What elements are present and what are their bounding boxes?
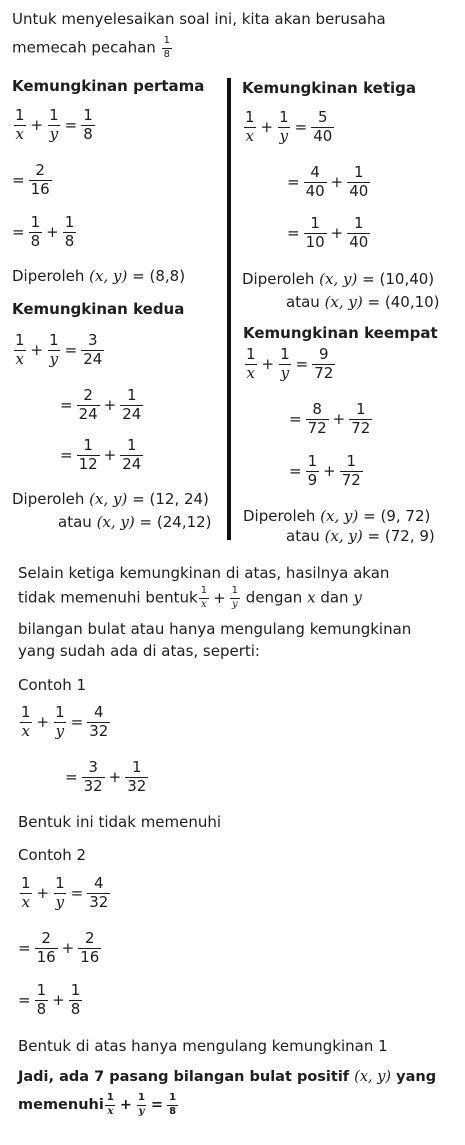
case4-eq-1: = $\frac{8}{72}$ + $\frac{1}{72}$ [289, 400, 371, 437]
ex1-title: Contoh 1 [18, 676, 87, 694]
case4-result-2: atau (x, y) = (72, 9) [286, 527, 435, 545]
case4-result-1: Diperoleh (x, y) = (9, 72) [243, 507, 431, 525]
case1-title: Kemungkinan pertama [12, 77, 205, 95]
para-line-2: tidak memenuhi bentuk $\frac{1}{x}$ + $\frac{1}{y}$ dengan x dan y [18, 585, 362, 610]
intro-text: memecah pecahan [12, 38, 156, 57]
para-line-3: bilangan bulat atau hanya mengulang kemungkinan [18, 620, 412, 638]
case2-eq-0: $\frac{1}{x}$ + $\frac{1}{y}$ = $\frac{3}{24}$ [15, 331, 103, 368]
case3-title: Kemungkinan ketiga [242, 79, 416, 97]
case3-eq-2: = $\frac{1}{10}$ + $\frac{1}{40}$ [287, 214, 369, 251]
conclusion-line-2: memenuhi $\frac{1}{x}$ + $\frac{1}{y}$ = $\frac{1}{8}$ [18, 1092, 177, 1117]
case1-eq-1: = $\frac{2}{16}$ [12, 161, 50, 198]
case4-title: Kemungkinan keempat [243, 324, 438, 342]
intro-line-2: memecah pecahan $\frac{1}{8}$ [12, 35, 170, 60]
intro-line-1: Untuk menyelesaikan soal ini, kita akan berusaha [12, 10, 386, 28]
para-line-4: yang sudah ada di atas, seperti: [18, 642, 260, 660]
column-divider [227, 78, 231, 540]
case3-result-1: Diperoleh (x, y) = (10,40) [242, 270, 435, 288]
ex1-eq-1: = $\frac{3}{32}$ + $\frac{1}{32}$ [65, 758, 147, 795]
ex1-eq-0: $\frac{1}{x}$ + $\frac{1}{y}$ = $\frac{4}{32}$ [21, 703, 109, 740]
case3-eq-0: $\frac{1}{x}$ + $\frac{1}{y}$ = $\frac{5}{40}$ [245, 108, 333, 145]
case4-eq-2: = $\frac{1}{9}$ + $\frac{1}{72}$ [289, 452, 361, 489]
case3-result-2: atau (x, y) = (40,10) [286, 293, 440, 311]
ex1-note: Bentuk ini tidak memenuhi [18, 813, 222, 831]
ex2-title: Contoh 2 [18, 846, 87, 864]
case4-eq-0: $\frac{1}{x}$ + $\frac{1}{y}$ = $\frac{9}{72}$ [246, 345, 334, 382]
conclusion-line-1: Jadi, ada 7 pasang bilangan bulat positif (x, y) yang [18, 1069, 437, 1085]
case2-title: Kemungkinan kedua [12, 300, 185, 318]
ex2-eq-2: = $\frac{1}{8}$ + $\frac{1}{8}$ [18, 981, 81, 1018]
case3-eq-1: = $\frac{4}{40}$ + $\frac{1}{40}$ [287, 163, 369, 200]
case2-result-2: atau (x, y) = (24,12) [58, 513, 212, 531]
case2-eq-2: = $\frac{1}{12}$ + $\frac{1}{24}$ [60, 436, 142, 473]
para-line-1: Selain ketiga kemungkinan di atas, hasilnya akan [18, 564, 390, 582]
ex2-eq-0: $\frac{1}{x}$ + $\frac{1}{y}$ = $\frac{4}{32}$ [21, 874, 109, 911]
ex2-eq-1: = $\frac{2}{16}$ + $\frac{2}{16}$ [18, 929, 100, 966]
case1-eq-2: = $\frac{1}{8}$ + $\frac{1}{8}$ [12, 213, 75, 250]
case2-eq-1: = $\frac{2}{24}$ + $\frac{1}{24}$ [60, 386, 142, 423]
case1-eq-0: $\frac{1}{x}$ + $\frac{1}{y}$ = $\frac{1}{8}$ [15, 106, 93, 143]
case2-result-1: Diperoleh (x, y) = (12, 24) [12, 490, 209, 508]
ex2-note: Bentuk di atas hanya mengulang kemungkinan 1 [18, 1037, 388, 1055]
case1-result: Diperoleh (x, y) = (8,8) [12, 267, 186, 285]
